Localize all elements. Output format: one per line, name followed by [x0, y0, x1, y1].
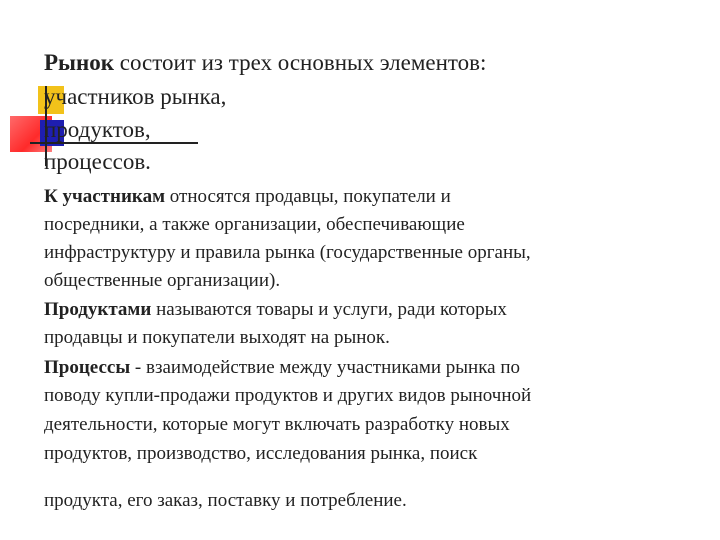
- p3-line-4: продуктов, производство, исследования рынка, поиск: [44, 443, 478, 464]
- p2-line-2: продавцы и покупатели выходят на рынок.: [44, 327, 390, 348]
- item-products: продуктов,: [44, 117, 151, 142]
- p1-line-1: [44, 183, 451, 210]
- p3-line-1: [44, 354, 520, 381]
- intro-line: [44, 48, 486, 78]
- p1-rest: относятся продавцы, покупатели и: [165, 186, 451, 207]
- p1-line-3: инфраструктуру и правила рынка (государственные органы,: [44, 242, 531, 263]
- p2-rest: называются товары и услуги, ради которых: [151, 299, 507, 320]
- last-line: продукта, его заказ, поставку и потребление.: [44, 490, 407, 511]
- p1-line-4: общественные организации).: [44, 270, 281, 291]
- p3-line-3: деятельности, которые могут включать разработку новых: [44, 414, 510, 435]
- p3-line-2: поводу купли-продажи продуктов и других видов рыночной: [44, 385, 532, 406]
- p1-bold: К участникам: [44, 186, 166, 207]
- p3-bold: Процессы: [44, 357, 131, 378]
- p2-bold: Продуктами: [44, 299, 152, 320]
- item-participants: участников рынка,: [44, 84, 227, 109]
- p2-line-1: [44, 296, 507, 323]
- intro-rest: состоит из трех основных элементов:: [114, 50, 487, 75]
- p3-rest: - взаимодействие между участниками рынка по: [130, 357, 520, 378]
- p1-line-2: посредники, а также организации, обеспечивающие: [44, 214, 465, 235]
- item-processes: процессов.: [44, 149, 151, 174]
- intro-bold: Рынок: [44, 50, 115, 75]
